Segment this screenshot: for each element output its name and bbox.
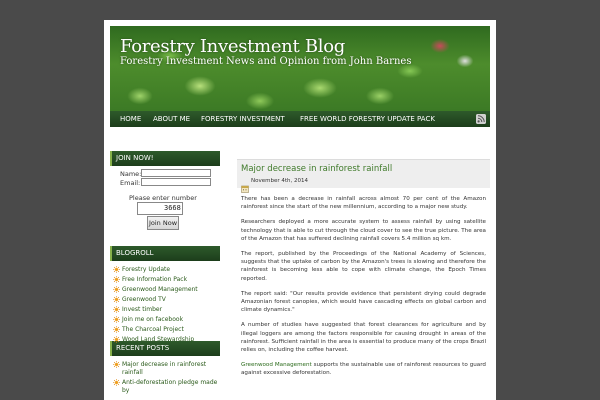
sidebar-link-label: Free Information Pack — [122, 276, 188, 283]
join-now-button[interactable]: Join Now — [147, 216, 179, 230]
name-label: Name: — [120, 170, 142, 178]
closing-text: supports the sustainable use of rainforest resources to guard against excessive deforestation. — [241, 362, 486, 377]
main-content — [237, 159, 490, 385]
post-paragraph: The report said: "Our results provide evidence that persistent drying could degrade Amazonian forest canopies, which would have cascading effects on global carbon and climate dynamics." — [241, 290, 486, 314]
join-form — [110, 166, 220, 246]
post-paragraph-closing — [241, 361, 486, 377]
bullet-sun-icon — [113, 266, 120, 273]
post-paragraph: Researchers deployed a more accurate system to assess rainfall by using satellite technology that is able to cut through the cloud cover to see the true picture. The area of the Amazon that has suffered declining rainfall covers 5.4 million sq km. — [241, 219, 486, 242]
name-field[interactable] — [141, 169, 211, 177]
bullet-sun-icon — [113, 361, 120, 368]
nav-item-free-update-pack[interactable]: FREE WORLD FORESTRY UPDATE PACK — [300, 115, 435, 123]
email-label: Email: — [120, 179, 141, 187]
sidebar-link[interactable] — [112, 325, 220, 335]
sidebar-link[interactable] — [112, 335, 220, 345]
sidebar-link-label: Join me on facebook — [122, 316, 184, 323]
captcha-label: Please enter number — [129, 194, 197, 202]
sidebar-link[interactable] — [112, 360, 220, 378]
join-now-heading: JOIN NOW! — [110, 151, 220, 166]
sidebar — [110, 151, 220, 400]
captcha-number: 3668 — [164, 204, 181, 212]
post-title[interactable]: Major decrease in rainforest rainfall — [241, 164, 393, 174]
post-paragraph: A number of studies have suggested that forest clearances for agriculture and by illegal loggers are among the factors responsible for causing drought in areas of the rainforest. Sufficient rainfall in the area is essential to produce many of the crops Brazil relies on, including the coffee harvest. — [241, 322, 486, 354]
sidebar-link[interactable] — [112, 315, 220, 325]
sidebar-link-label: The Charcoal Project — [122, 326, 184, 333]
blogroll-widget — [110, 246, 220, 341]
sidebar-link-label: Greenwood TV — [122, 296, 166, 303]
sidebar-link[interactable] — [112, 378, 220, 396]
bullet-sun-icon — [113, 276, 120, 283]
sidebar-link-label: Invest timber — [122, 306, 163, 313]
calendar-icon — [241, 178, 249, 186]
bullet-sun-icon — [113, 326, 120, 333]
bullet-sun-icon — [113, 286, 120, 293]
nav-item-forestry-investment[interactable]: FORESTRY INVESTMENT — [201, 115, 285, 123]
sidebar-link-label: Anti-deforestation pledge made by — [122, 379, 218, 394]
bullet-sun-icon — [113, 379, 120, 386]
recent-posts-list — [110, 356, 220, 400]
blogroll-list — [110, 261, 220, 351]
email-field[interactable] — [141, 178, 211, 186]
post-date: November 4th, 2014 — [251, 178, 308, 184]
greenwood-management-link[interactable]: Greenwood Management — [241, 362, 312, 369]
bullet-sun-icon — [113, 316, 120, 323]
site-header — [110, 26, 490, 111]
sidebar-link[interactable] — [112, 285, 220, 295]
bullet-sun-icon — [113, 336, 120, 343]
recent-posts-heading: RECENT POSTS — [110, 341, 220, 356]
page-container — [104, 20, 496, 400]
post-paragraph: The report, published by the Proceedings of the National Academy of Sciences, suggests that the uptake of carbon by the Amazon's trees is slowing and therefore the rainforest is becoming less able to cope with climate change, the Epoch Times reported. — [241, 251, 486, 282]
post-paragraph: There has been a decrease in rainfall across almost 70 per cent of the Amazon rainforest since the start of the new millennium, according to a major new study. — [241, 196, 486, 211]
sidebar-link-label: Wood Land Stewardship — [122, 336, 195, 343]
bullet-sun-icon — [113, 306, 120, 313]
post-header — [237, 159, 490, 188]
sidebar-link-label: Greenwood Management — [122, 286, 198, 293]
sidebar-link[interactable] — [112, 275, 220, 285]
nav-item-about-me[interactable]: ABOUT ME — [153, 115, 191, 123]
sidebar-link[interactable] — [112, 295, 220, 305]
sidebar-link[interactable] — [112, 305, 220, 315]
sidebar-link[interactable] — [112, 265, 220, 275]
blogroll-heading: BLOGROLL — [110, 246, 220, 261]
main-navigation — [110, 111, 490, 127]
sidebar-link-label: Forestry Update — [122, 266, 171, 273]
post-body — [237, 188, 490, 378]
recent-posts-widget — [110, 341, 220, 400]
nav-item-home[interactable]: HOME — [120, 115, 142, 123]
site-title[interactable]: Forestry Investment Blog — [120, 36, 345, 57]
rss-feed-icon[interactable] — [476, 114, 486, 124]
sidebar-link-label: Major decrease in rainforest rainfall — [122, 361, 207, 376]
bullet-sun-icon — [113, 296, 120, 303]
site-description: Forestry Investment News and Opinion from John Barnes — [120, 56, 412, 67]
